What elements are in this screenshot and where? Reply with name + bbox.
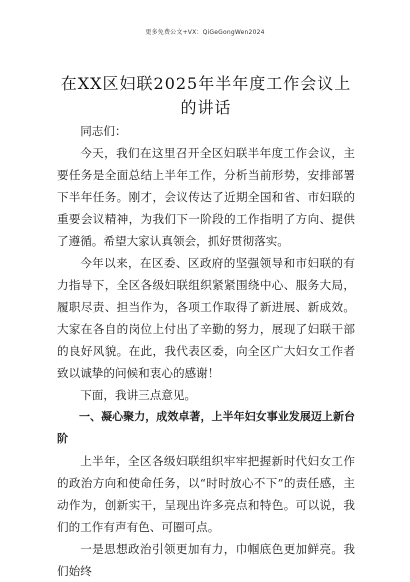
speech-body: [57, 120, 355, 582]
section-heading: 一、凝心聚力，成效卓著，上半年妇女事业发展迈上新台阶: [57, 410, 355, 445]
paragraph-opening: 今天，我们在这里召开全区妇联半年度工作会议，主要任务是全面总结上半年工作，分析当前形势，安排部署下半年任务。刚才，会议传达了近期全国和省、市妇联的重要会议精神，为我们下一阶段的工作指明了方向、提供了遵循。希望大家认真领会，抓好贯彻落实。: [57, 146, 355, 248]
speech-title: 在XX区妇联2025年半年度工作会议上的讲话: [60, 74, 352, 117]
section-paragraph-overview: 上半年，全区各级妇联组织牢牢把握新时代妇女工作的政治方向和使命任务，以“时时放心不下”的责任感，主动作为，创新实干，呈现出许多亮点和特色。可以说，我们的工作有声有色、可圈可点。: [57, 454, 355, 534]
header-note: 更多免费公文+VX：QiGeGongWen2024: [145, 29, 265, 36]
paragraph-transition: 下面，我讲三点意见。: [80, 388, 197, 402]
section-paragraph-first-point: 一是思想政治引领更加有力，巾帼底色更加鲜亮。我们始终: [57, 542, 355, 578]
paragraph-achievements: 今年以来，在区委、区政府的坚强领导和市妇联的有力指导下，全区各级妇联组织紧紧围绕中心、服务大局，履职尽责、担当作为，各项工作取得了新进展、新成效。大家在各自的岗位上付出了辛勤的努力，展现了妇联干部的良好风貌。在此，我代表区委，向全区广大妇女工作者致以诚挚的问候和衷心的感谢！: [57, 256, 355, 380]
salutation: 同志们：: [80, 124, 127, 138]
